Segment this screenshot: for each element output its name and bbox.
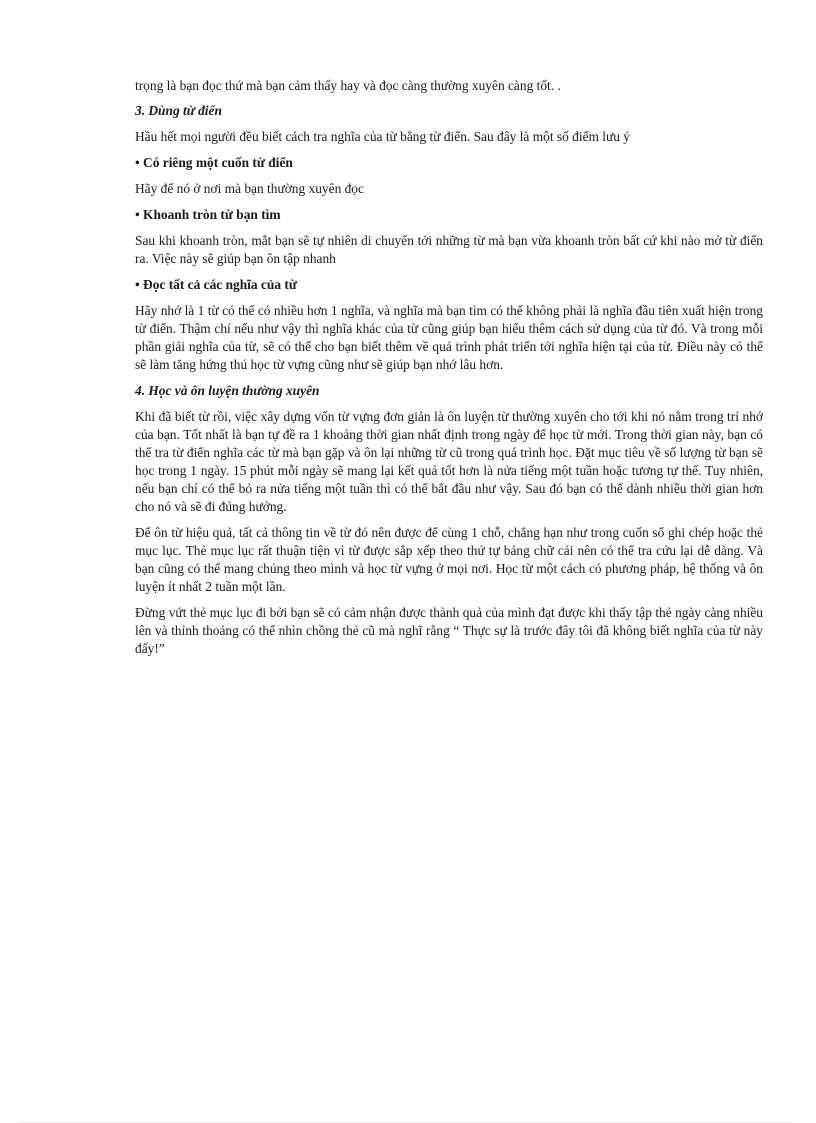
section-3-heading: 3. Dùng từ điển [135, 103, 222, 118]
section-3-intro: Hầu hết mọi người đều biết cách tra nghĩa của từ bằng từ điển. Sau đây là một số điểm lưu ý [135, 129, 630, 144]
tip-own-dictionary-title: • Có riêng một cuốn từ điển [135, 155, 293, 170]
intro-line: trọng là bạn đọc thứ mà bạn cảm thấy hay và đọc càng thường xuyên càng tốt. . [135, 78, 561, 93]
section-4-paragraph: Khi đã biết từ rồi, việc xây dựng vốn từ vựng đơn giản là ôn luyện từ thường xuyên cho tới khi nó nằm trong trí nhớ của bạn. Tốt nhất là bạn tự đề ra 1 khoảng thời gian nhất định trong ngày để học từ mới. Trong thời gian này, bạn có thể tra từ điển nghĩa các từ mà bạn gặp và ôn lại những từ cũ trong quá trình học. Đặt mục tiêu về số lượng từ bạn sẽ học trong 1 ngày. 15 phút mỗi ngày sẽ mang lại kết quả tốt hơn là nửa tiếng một tuần hoặc tương tự thế. Tuy nhiên, nếu bạn chỉ có thể bỏ ra nửa tiếng một tuần thì có thể bắt đầu như vậy. Sau đó bạn có thể dành nhiều thời gian hơn cho nó và sẽ đi đúng hướng. [135, 409, 763, 514]
tip-read-all-meanings-body: Hãy nhớ là 1 từ có thể có nhiều hơn 1 nghĩa, và nghĩa mà bạn tìm có thể không phải là nghĩa đầu tiên xuất hiện trong từ điển. Thậm chí nếu như vậy thì nghĩa khác của từ cũng giúp bạn hiểu thêm cách sử dụng của từ đó. Và trong mỗi phần giải nghĩa của từ, sẽ có thể cho bạn biết thêm về quá trình phát triển tới nghĩa hiện tại của từ. Điều này có thể sẽ làm tăng hứng thú học từ vựng cũng như sẽ giúp bạn nhớ lâu hơn. [135, 303, 763, 372]
tip-circle-word-title: • Khoanh tròn từ bạn tìm [135, 207, 281, 222]
section-4-paragraph: Đừng vứt thẻ mục lục đi bởi bạn sẽ có cảm nhận được thành quả của mình đạt được khi thấy tập thẻ ngày càng nhiều lên và thỉnh thoảng có thể nhìn chồng thẻ cũ mà nghĩ rằng “ Thực sự là trước đây tôi đã không biết nghĩa của từ này đấy!” [135, 605, 763, 656]
tip-circle-word-body: Sau khi khoanh tròn, mắt bạn sẽ tự nhiên di chuyển tới những từ mà bạn vừa khoanh tròn bất cứ khi nào mở từ điển ra. Việc này sẽ giúp bạn ôn tập nhanh [135, 233, 763, 266]
tip-read-all-meanings-title: • Đọc tất cả các nghĩa của từ [135, 277, 297, 292]
page-bottom-rule [20, 1121, 796, 1122]
section-4-heading: 4. Học và ôn luyện thường xuyên [135, 383, 320, 398]
tip-own-dictionary-body: Hãy để nó ở nơi mà bạn thường xuyên đọc [135, 181, 364, 196]
document-body [135, 77, 763, 666]
section-4-paragraph: Để ôn từ hiệu quả, tất cả thông tin về từ đó nên được để cùng 1 chỗ, chẳng hạn như trong cuốn sổ ghi chép hoặc thẻ mục lục. Thẻ mục lục rất thuận tiện vì từ được sắp xếp theo thứ tự bảng chữ cái nên có thể tra cứu lại dễ dàng. Và bạn cũng có thể mang chúng theo mình và học từ vựng ở mọi nơi. Học từ một cách có phương pháp, hệ thống và ôn luyện ít nhất 2 tuần một lần. [135, 525, 763, 594]
